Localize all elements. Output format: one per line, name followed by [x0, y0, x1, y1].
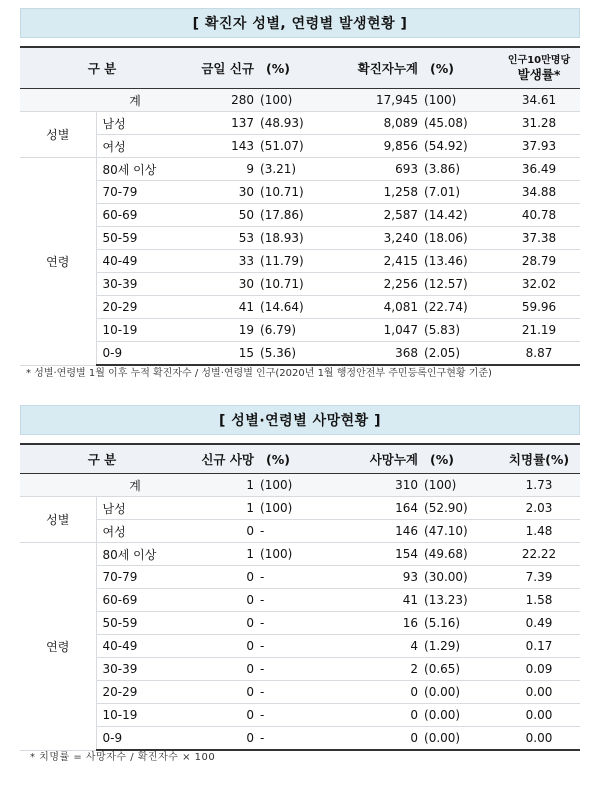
cell-cum-pct: (7.01) [422, 181, 498, 204]
row-label: 80세 이상 [96, 158, 184, 181]
cell-new-pct: (3.21) [258, 158, 338, 181]
table-row [20, 319, 580, 342]
cell-cum: 2,256 [338, 273, 422, 296]
row-label: 남성 [96, 497, 184, 520]
cell-new-pct: - [258, 612, 338, 635]
cell-cum-pct: (52.90) [422, 497, 498, 520]
table-row [20, 704, 580, 727]
row-label: 0-9 [96, 727, 184, 751]
cell-cum-pct: (13.46) [422, 250, 498, 273]
row-label: 10-19 [96, 704, 184, 727]
table-row [20, 135, 580, 158]
cell-new-pct: (11.79) [258, 250, 338, 273]
cell-new-pct: - [258, 681, 338, 704]
cell-new-pct: (10.71) [258, 181, 338, 204]
cell-cum: 16 [338, 612, 422, 635]
table-row [20, 181, 580, 204]
cell-cum-pct: (5.83) [422, 319, 498, 342]
cell-rate: 8.87 [498, 342, 580, 366]
header-rate-bottom: 발생률* [517, 67, 561, 82]
cell-new: 1 [184, 497, 258, 520]
cell-new-pct: - [258, 704, 338, 727]
table-row [20, 250, 580, 273]
group-label-gender: 성별 [20, 497, 96, 543]
cell-cum: 0 [338, 704, 422, 727]
table-row [20, 112, 580, 135]
cell-cum: 146 [338, 520, 422, 543]
cell-new: 50 [184, 204, 258, 227]
cell-rate: 34.61 [498, 89, 580, 112]
table-row [20, 342, 580, 366]
cell-cum-pct: (0.00) [422, 727, 498, 751]
cell-cum-pct: (12.57) [422, 273, 498, 296]
cell-new: 0 [184, 520, 258, 543]
group-label-age: 연령 [20, 543, 96, 751]
cell-cum: 41 [338, 589, 422, 612]
table-row [20, 273, 580, 296]
cell-cum: 2,415 [338, 250, 422, 273]
cell-new: 137 [184, 112, 258, 135]
cell-rate: 0.00 [498, 727, 580, 751]
cell-cum: 693 [338, 158, 422, 181]
cell-rate: 31.28 [498, 112, 580, 135]
cell-new: 41 [184, 296, 258, 319]
cell-new-pct: - [258, 566, 338, 589]
row-label: 여성 [96, 520, 184, 543]
table-row [20, 227, 580, 250]
cell-cum: 4 [338, 635, 422, 658]
cell-new: 1 [184, 474, 258, 497]
cell-new-pct: (100) [258, 497, 338, 520]
deaths-table [20, 443, 580, 751]
cell-new-pct: (14.64) [258, 296, 338, 319]
cell-rate: 0.00 [498, 704, 580, 727]
cell-new: 0 [184, 681, 258, 704]
cell-rate: 0.49 [498, 612, 580, 635]
row-label: 30-39 [96, 658, 184, 681]
table-row [20, 543, 580, 566]
group-label-age: 연령 [20, 158, 96, 366]
table-row [20, 635, 580, 658]
cell-cum-pct: (30.00) [422, 566, 498, 589]
table-row [20, 727, 580, 751]
cell-new-pct: (17.86) [258, 204, 338, 227]
table-row [20, 612, 580, 635]
cell-rate: 59.96 [498, 296, 580, 319]
cell-cum: 1,258 [338, 181, 422, 204]
deaths-table-title: [ 성별·연령별 사망현황 ] [20, 405, 580, 435]
cell-new-pct: (48.93) [258, 112, 338, 135]
cell-new-pct: (51.07) [258, 135, 338, 158]
cell-cum: 93 [338, 566, 422, 589]
row-label: 50-59 [96, 227, 184, 250]
cell-new-pct: (5.36) [258, 342, 338, 366]
header-cum-pct: (%) [422, 444, 498, 474]
cell-cum: 1,047 [338, 319, 422, 342]
cell-new: 0 [184, 589, 258, 612]
cell-cum-pct: (3.86) [422, 158, 498, 181]
row-label: 20-29 [96, 296, 184, 319]
header-new-pct: (%) [258, 47, 338, 89]
cell-new: 9 [184, 158, 258, 181]
header-cumulative: 확진자누계 [338, 47, 422, 89]
cell-cum-pct: (45.08) [422, 112, 498, 135]
header-new-deaths: 신규 사망 [184, 444, 258, 474]
group-label-gender: 성별 [20, 112, 96, 158]
cell-cum-pct: (100) [422, 474, 498, 497]
cell-cum: 0 [338, 727, 422, 751]
deaths-header-row [20, 444, 580, 474]
cell-rate: 7.39 [498, 566, 580, 589]
cell-cum: 2,587 [338, 204, 422, 227]
cell-new-pct: (100) [258, 543, 338, 566]
cell-cum-pct: (0.65) [422, 658, 498, 681]
row-label: 80세 이상 [96, 543, 184, 566]
cell-rate: 1.73 [498, 474, 580, 497]
cell-new: 280 [184, 89, 258, 112]
row-label: 계 [20, 89, 184, 112]
cell-new: 0 [184, 727, 258, 751]
cell-cum-pct: (0.00) [422, 704, 498, 727]
table-row [20, 589, 580, 612]
cell-rate: 0.17 [498, 635, 580, 658]
header-cumulative-deaths: 사망누계 [338, 444, 422, 474]
table-row-total [20, 474, 580, 497]
cell-cum-pct: (5.16) [422, 612, 498, 635]
cell-rate: 34.88 [498, 181, 580, 204]
table-row [20, 520, 580, 543]
header-new-pct: (%) [258, 444, 338, 474]
cell-cum: 4,081 [338, 296, 422, 319]
cell-new: 15 [184, 342, 258, 366]
cell-new: 0 [184, 566, 258, 589]
cases-footnote: * 성별·연령별 1월 이후 누적 확진자수 / 성별·연령별 인구(2020년 1월 행정안전부 주민등록인구현황 기준) [26, 368, 492, 379]
cell-new: 53 [184, 227, 258, 250]
cell-new: 30 [184, 181, 258, 204]
cell-new-pct: - [258, 727, 338, 751]
row-label: 60-69 [96, 589, 184, 612]
cell-cum-pct: (100) [422, 89, 498, 112]
row-label: 40-49 [96, 635, 184, 658]
cell-cum: 17,945 [338, 89, 422, 112]
cell-cum: 154 [338, 543, 422, 566]
row-label: 0-9 [96, 342, 184, 366]
cell-new: 0 [184, 612, 258, 635]
cell-new: 0 [184, 658, 258, 681]
header-cum-pct: (%) [422, 47, 498, 89]
table-row [20, 296, 580, 319]
row-label: 계 [20, 474, 184, 497]
row-label: 20-29 [96, 681, 184, 704]
header-category: 구 분 [20, 47, 184, 89]
cell-rate: 22.22 [498, 543, 580, 566]
cell-rate: 1.58 [498, 589, 580, 612]
table-row [20, 497, 580, 520]
cell-rate: 40.78 [498, 204, 580, 227]
cell-cum: 0 [338, 681, 422, 704]
cell-new-pct: - [258, 520, 338, 543]
cell-rate: 37.38 [498, 227, 580, 250]
cell-cum: 9,856 [338, 135, 422, 158]
cell-new: 33 [184, 250, 258, 273]
cell-rate: 32.02 [498, 273, 580, 296]
cell-new-pct: (100) [258, 89, 338, 112]
header-incidence-rate [498, 47, 580, 89]
table-row [20, 658, 580, 681]
row-label: 10-19 [96, 319, 184, 342]
cell-rate: 28.79 [498, 250, 580, 273]
cell-new: 143 [184, 135, 258, 158]
row-label: 70-79 [96, 181, 184, 204]
table-row [20, 566, 580, 589]
cell-rate: 0.09 [498, 658, 580, 681]
row-label: 여성 [96, 135, 184, 158]
cell-new-pct: - [258, 658, 338, 681]
row-label: 70-79 [96, 566, 184, 589]
cell-cum-pct: (49.68) [422, 543, 498, 566]
cell-rate: 37.93 [498, 135, 580, 158]
cases-table [20, 46, 580, 366]
cell-new-pct: (6.79) [258, 319, 338, 342]
cell-rate: 0.00 [498, 681, 580, 704]
table-row [20, 204, 580, 227]
cell-new: 1 [184, 543, 258, 566]
cell-new-pct: (18.93) [258, 227, 338, 250]
cell-rate: 21.19 [498, 319, 580, 342]
cell-cum-pct: (2.05) [422, 342, 498, 366]
cases-table-title: [ 확진자 성별, 연령별 발생현황 ] [20, 8, 580, 38]
cell-cum-pct: (47.10) [422, 520, 498, 543]
cell-rate: 36.49 [498, 158, 580, 181]
cell-new: 0 [184, 635, 258, 658]
cell-new-pct: - [258, 635, 338, 658]
row-label: 50-59 [96, 612, 184, 635]
cell-cum: 3,240 [338, 227, 422, 250]
cell-cum: 368 [338, 342, 422, 366]
cell-new: 0 [184, 704, 258, 727]
header-rate-top: 인구10만명당 [507, 55, 571, 66]
cell-new-pct: - [258, 589, 338, 612]
header-new-cases: 금일 신규 [184, 47, 258, 89]
cell-rate: 1.48 [498, 520, 580, 543]
cell-new-pct: (10.71) [258, 273, 338, 296]
row-label: 남성 [96, 112, 184, 135]
cell-cum: 8,089 [338, 112, 422, 135]
cell-cum-pct: (13.23) [422, 589, 498, 612]
cell-cum-pct: (14.42) [422, 204, 498, 227]
cell-cum: 2 [338, 658, 422, 681]
table-row [20, 158, 580, 181]
cell-rate: 2.03 [498, 497, 580, 520]
row-label: 40-49 [96, 250, 184, 273]
cell-new-pct: (100) [258, 474, 338, 497]
cell-cum-pct: (0.00) [422, 681, 498, 704]
table-row [20, 681, 580, 704]
deaths-footnote: * 치명률 = 사망자수 / 확진자수 × 100 [30, 752, 216, 763]
cell-cum-pct: (54.92) [422, 135, 498, 158]
cell-cum: 164 [338, 497, 422, 520]
row-label: 60-69 [96, 204, 184, 227]
header-fatality-rate: 치명률(%) [498, 444, 580, 474]
cell-cum: 310 [338, 474, 422, 497]
table-row-total [20, 89, 580, 112]
cell-cum-pct: (22.74) [422, 296, 498, 319]
cell-new: 19 [184, 319, 258, 342]
cell-new: 30 [184, 273, 258, 296]
cell-cum-pct: (1.29) [422, 635, 498, 658]
cell-cum-pct: (18.06) [422, 227, 498, 250]
cases-header-row [20, 47, 580, 89]
row-label: 30-39 [96, 273, 184, 296]
header-category: 구 분 [20, 444, 184, 474]
